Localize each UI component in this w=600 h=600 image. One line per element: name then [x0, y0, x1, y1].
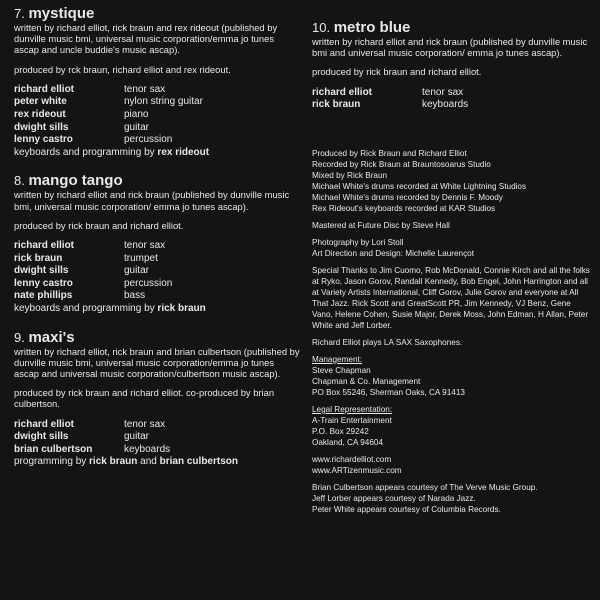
instrument: tenor sax — [124, 239, 166, 251]
personnel-row — [14, 122, 300, 135]
producer-credit: produced by rick braun and richard elliot. co-produced by brian culbertson. — [14, 387, 275, 410]
personnel-row — [14, 265, 300, 278]
sax-endorsement: Richard Elliot plays LA SAX Saxophones. — [312, 337, 463, 347]
track-number: 10. — [312, 20, 331, 35]
musician-name: brian culbertson — [14, 443, 93, 455]
instrument: nylon string guitar — [124, 96, 203, 108]
instrument: guitar — [124, 121, 150, 133]
instrument: guitar — [124, 431, 150, 443]
personnel-row — [14, 96, 300, 109]
special-thanks: Special Thanks to Jim Cuomo, Rob McDonald, Connie Kirch and all the folks at Ryko, Jason Gorov, Randall Kennedy, Bob Engel, John Harrington and all at Variety Artists International, Cliff Gorov, Julie Gorov and everyone at All That Jazz. Rick Scott and GreatScott PR, Jim Kennedy, VJ Benz, Gene Vano, Helene Cohen, Susie Major, Derek Moss, John Edman, H Allan, Peter White and Jeff Lorber. — [312, 265, 590, 330]
producer-credit: produced by rick braun and richard elliot. — [312, 66, 482, 78]
track-number: 8. — [14, 173, 25, 189]
personnel-list — [14, 240, 300, 303]
personnel-row — [14, 109, 300, 122]
instrument: bass — [124, 290, 146, 302]
keyboards-name: rick braun — [157, 302, 206, 314]
writing-credit: written by richard elliot and rick braun (published by dunville music bmi and universal music corporation/ emma jo tunes ascap). — [312, 36, 588, 59]
mastering-credit: Mastered at Future Disc by Steve Hall — [312, 220, 450, 230]
musician-name: rick braun — [312, 99, 361, 111]
keyboards-name: rex rideout — [157, 146, 210, 158]
legal-line: P.O. Box 29242 — [312, 426, 369, 436]
keyboards-label: keyboards and programming by — [14, 146, 158, 158]
management-line: Chapman & Co. Management — [312, 376, 421, 386]
keyboards-credit — [14, 147, 300, 160]
production-line: Michael White's drums recorded at White Lightning Studios — [312, 181, 527, 191]
producer-credit: produced by rck braun, richard elliot and rex rideout. — [14, 63, 231, 75]
instrument: keyboards — [422, 99, 469, 111]
courtesy-line: Jeff Lorber appears courtesy of Narada Jazz. — [312, 493, 476, 503]
musician-name: richard elliot — [14, 418, 75, 430]
personnel-row — [14, 278, 300, 291]
personnel-row — [14, 84, 300, 97]
website-link: www.richardelliot.com — [312, 454, 392, 464]
musician-name: rex rideout — [14, 109, 66, 120]
legal-line: Oakland, CA 94604 — [312, 437, 384, 447]
management-line: PO Box 55246, Sherman Oaks, CA 91413 — [312, 387, 465, 397]
programming-and: and — [137, 456, 160, 468]
musician-name: richard elliot — [14, 83, 75, 95]
personnel-row — [14, 419, 300, 432]
production-line: Rex Rideout's keyboards recorded at KAR Studios — [312, 203, 496, 213]
instrument: guitar — [124, 265, 150, 277]
track-9 — [14, 330, 300, 469]
personnel-row — [14, 290, 300, 303]
production-credits — [312, 148, 592, 214]
track-title — [14, 6, 300, 21]
courtesy-line: Peter White appears courtesy of Columbia Records. — [312, 504, 501, 514]
personnel-row — [14, 134, 300, 147]
musician-name: rick braun — [14, 252, 63, 264]
legal-label: Legal Representation: — [312, 404, 393, 414]
track-title — [14, 330, 300, 345]
writing-credit: written by richard elliot, rick braun and brian culbertson (published by dunville music bmi, universal music corporation/emma jo tunes ascap and universal music corporation/culbertson music ascap). — [14, 345, 300, 379]
photo-credit: Photography by Lori Stoll — [312, 237, 404, 247]
instrument: tenor sax — [124, 83, 166, 95]
instrument: percussion — [124, 134, 173, 146]
keyboards-credit — [14, 303, 300, 316]
production-line: Produced by Rick Braun and Richard Elliot — [312, 148, 467, 158]
management-line: Steve Chapman — [312, 365, 371, 375]
musician-name: lenny castro — [14, 277, 73, 289]
musician-name: lenny castro — [14, 134, 73, 146]
track-7 — [14, 6, 300, 159]
instrument: tenor sax — [422, 86, 464, 98]
musician-name: peter white — [14, 96, 67, 108]
track-name: metro blue — [333, 19, 411, 36]
instrument: percussion — [124, 277, 173, 289]
musician-name: dwight sills — [14, 265, 69, 277]
right-column — [312, 20, 592, 521]
track-name: mystique — [28, 5, 95, 22]
instrument: keyboards — [124, 443, 171, 455]
personnel-row — [312, 99, 592, 112]
keyboards-label: keyboards and programming by — [14, 302, 158, 314]
track-title — [312, 20, 592, 35]
management-label: Management: — [312, 354, 363, 364]
art-credits — [312, 237, 592, 259]
musician-name: dwight sills — [14, 431, 69, 443]
left-column — [14, 6, 300, 479]
programming-credit — [14, 456, 300, 469]
track-name: maxi's — [28, 328, 75, 346]
track-10 — [312, 20, 592, 112]
personnel-list — [312, 87, 592, 112]
programming-name-2: brian culbertson — [159, 456, 238, 468]
production-line: Recorded by Rick Braun at Brauntosoarus Studio — [312, 159, 491, 169]
producer-credit: produced by rick braun and richard elliot. — [14, 219, 184, 231]
instrument: trumpet — [124, 252, 158, 264]
legal-block — [312, 404, 592, 448]
personnel-row — [14, 240, 300, 253]
personnel-row — [14, 253, 300, 266]
track-number: 9. — [14, 329, 25, 345]
programming-name: rick braun — [89, 456, 138, 468]
musician-name: dwight sills — [14, 121, 69, 133]
personnel-row — [14, 431, 300, 444]
management-block — [312, 354, 592, 398]
production-line: Michael White's drums recorded by Dennis F. Moody — [312, 192, 503, 202]
musician-name: nate phillips — [14, 290, 73, 302]
personnel-list — [14, 419, 300, 457]
programming-label: programming by — [14, 456, 90, 468]
liner-notes — [312, 148, 592, 515]
writing-credit: written by richard elliot, rick braun and rex rideout (published by dunville music bmi, universal music corporation/emma jo tunes ascap and uncle buddie's music ascap). — [14, 22, 278, 56]
musician-name: richard elliot — [14, 239, 75, 251]
websites — [312, 454, 592, 476]
production-line: Mixed by Rick Braun — [312, 170, 388, 180]
courtesy-line: Brian Culbertson appears courtesy of The Verve Music Group. — [312, 482, 538, 492]
personnel-list — [14, 84, 300, 147]
musician-name: richard elliot — [312, 86, 373, 98]
legal-line: A-Train Entertainment — [312, 415, 392, 425]
track-title — [14, 173, 300, 188]
instrument: tenor sax — [124, 418, 166, 430]
track-8 — [14, 173, 300, 315]
website-link: www.ARTizenmusic.com — [312, 465, 402, 475]
track-name: mango tango — [28, 172, 123, 190]
track-number: 7. — [14, 6, 25, 21]
art-direction-credit: Art Direction and Design: Michelle Laurençot — [312, 248, 475, 258]
courtesy-credits — [312, 482, 592, 515]
writing-credit: written by richard elliot and rick braun (published by dunville music bmi, universal music corporation/ emma jo tunes ascap). — [14, 189, 290, 212]
instrument: piano — [124, 109, 149, 120]
personnel-row — [14, 444, 300, 457]
personnel-row — [312, 87, 592, 100]
